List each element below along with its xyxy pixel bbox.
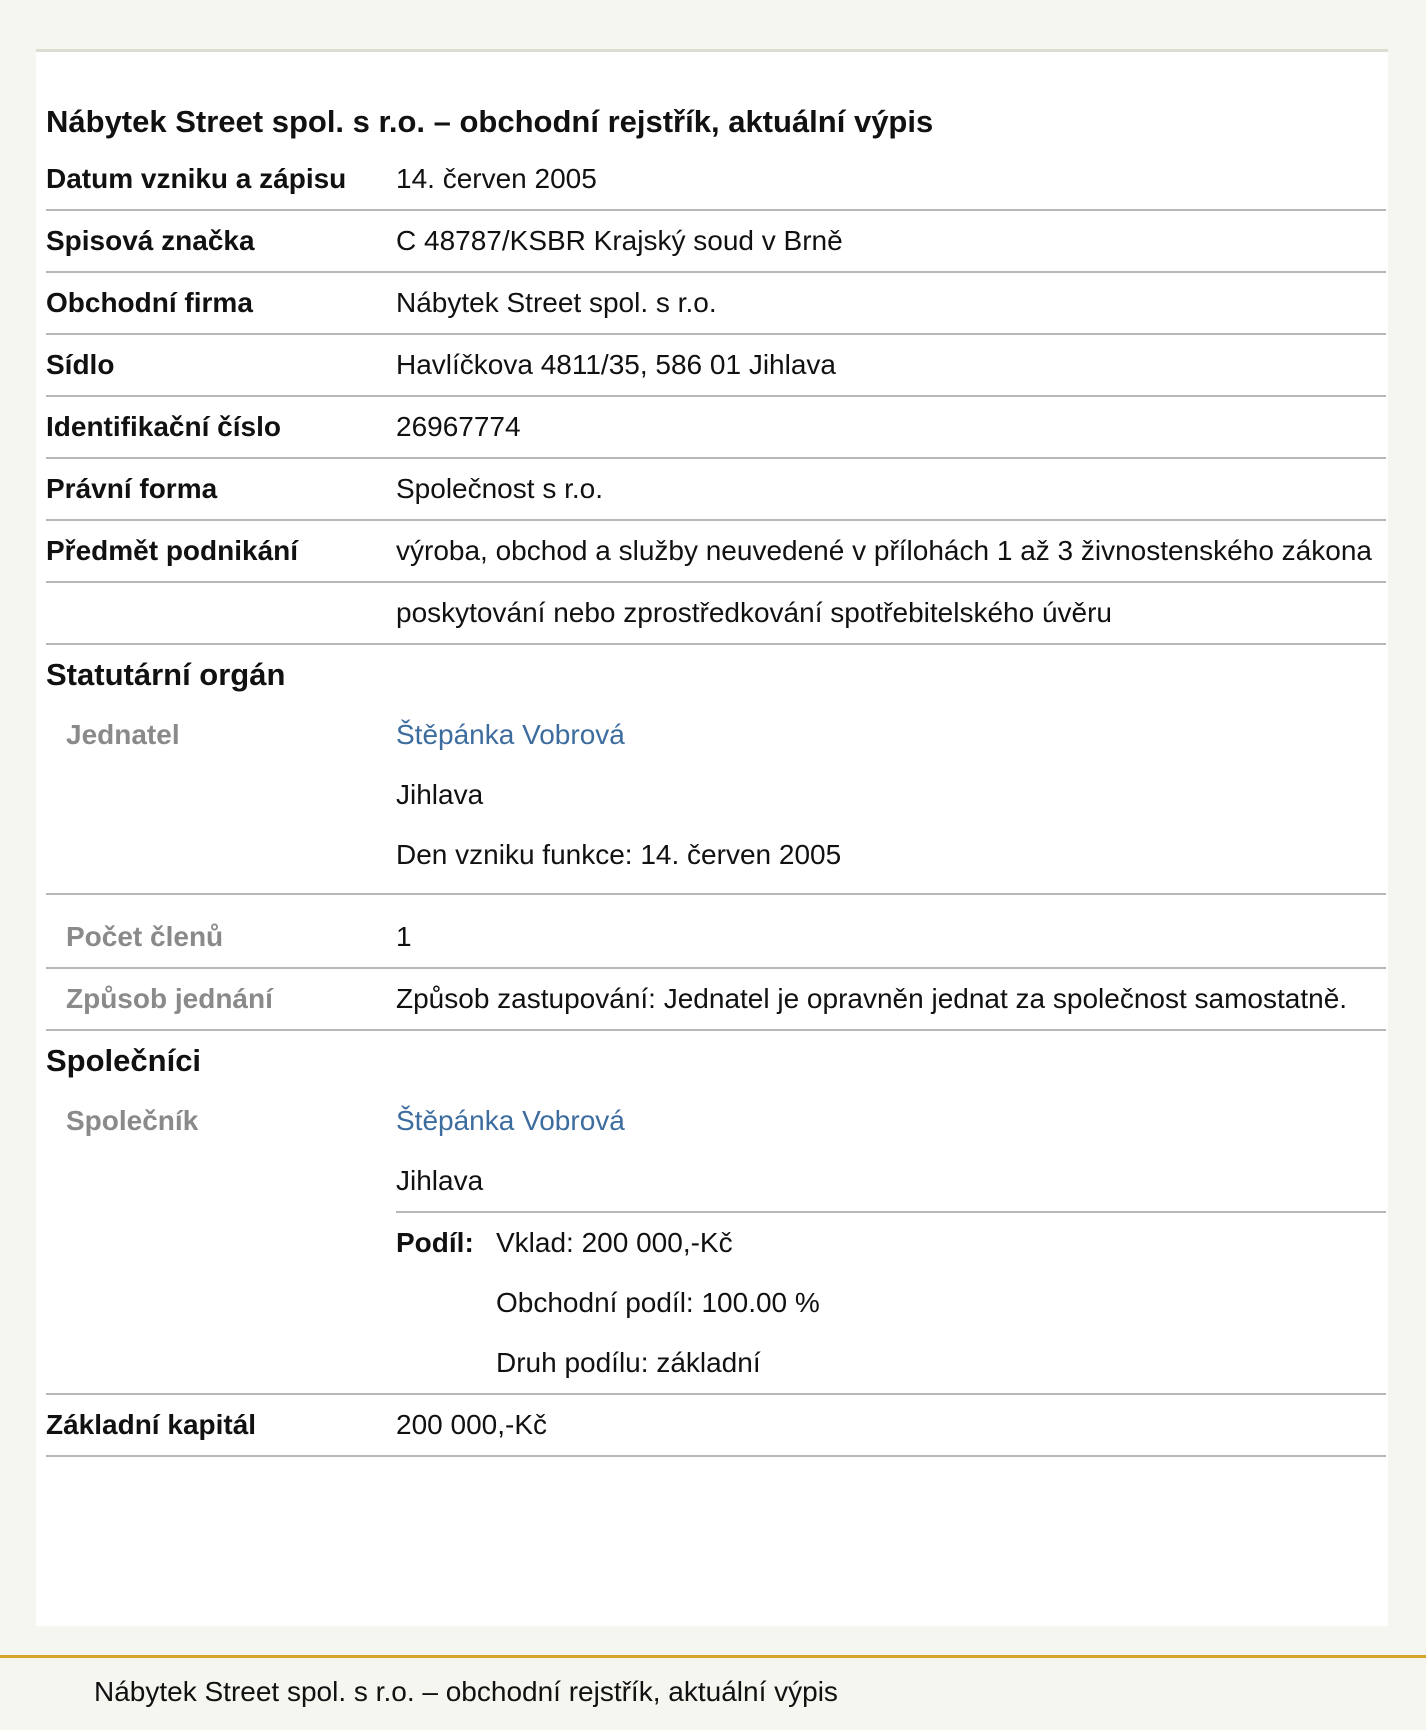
podil-values [496,1212,1386,1393]
row-datum [46,149,1386,210]
label-jednatel: Jednatel [46,705,396,894]
label-forma: Právní forma [46,458,396,520]
row-predmet-2 [46,582,1386,644]
value-spis: C 48787/KSBR Krajský soud v Brně [396,210,1386,272]
value-sidlo: Havlíčkova 4811/35, 586 01 Jihlava [396,334,1386,396]
label-spolecnik: Společník [46,1091,396,1394]
value-kapital: 200 000,-Kč [396,1394,1386,1456]
podil-vklad: Vklad: 200 000,-Kč [496,1227,733,1258]
value-jednatel [396,705,1386,894]
spolecnik-name-link[interactable]: Štěpánka Vobrová [396,1105,625,1136]
jednatel-since: Den vzniku funkce: 14. červen 2005 [396,839,842,870]
label-firma: Obchodní firma [46,272,396,334]
jednatel-city: Jihlava [396,779,484,810]
label-predmet-empty [46,582,396,644]
row-firma [46,272,1386,334]
label-predmet: Předmět podnikání [46,520,396,582]
label-zpusob: Způsob jednání [46,968,396,1030]
section-title-spolecnici: Společníci [46,1043,202,1078]
value-forma: Společnost s r.o. [396,458,1386,520]
value-zpusob: Způsob zastupování: Jednatel je opravněn jednat za společnost samostatně. [396,968,1386,1030]
label-kapital: Základní kapitál [46,1394,396,1456]
register-card [36,49,1388,1626]
value-predmet-2: poskytování nebo zprostředkování spotřebitelského úvěru [396,582,1386,644]
page-title: Nábytek Street spol. s r.o. – obchodní rejstřík, aktuální výpis [46,104,934,139]
podil-table [396,1211,1386,1393]
value-spolecnik [396,1091,1386,1394]
row-ico [46,396,1386,458]
label-pocet: Počet členů [46,894,396,968]
row-zpusob [46,968,1386,1030]
section-statutarni [46,644,1386,705]
label-sidlo: Sídlo [46,334,396,396]
podil-druh: Druh podílu: základní [496,1347,761,1378]
spolecnik-city: Jihlava [396,1165,484,1196]
row-sidlo [46,334,1386,396]
value-predmet-1: výroba, obchod a služby neuvedené v přílohách 1 až 3 živnostenského zákona [396,520,1386,582]
row-predmet-1 [46,520,1386,582]
row-kapital [46,1394,1386,1456]
label-ico: Identifikační číslo [46,396,396,458]
label-datum: Datum vzniku a zápisu [46,149,396,210]
row-spolecnik [46,1091,1386,1394]
row-spis [46,210,1386,272]
section-title-statutarni: Statutární orgán [46,657,286,692]
row-jednatel [46,705,1386,894]
value-ico: 26967774 [396,396,1386,458]
label-spis: Spisová značka [46,210,396,272]
footer-divider [0,1655,1426,1658]
row-forma [46,458,1386,520]
value-firma: Nábytek Street spol. s r.o. [396,272,1386,334]
value-datum: 14. červen 2005 [396,149,1386,210]
section-spolecnici [46,1030,1386,1091]
podil-obchodni: Obchodní podíl: 100.00 % [496,1287,820,1318]
value-pocet: 1 [396,894,1386,968]
register-table [46,149,1386,1457]
podil-label: Podíl: [396,1227,474,1258]
row-pocet [46,894,1386,968]
jednatel-name-link[interactable]: Štěpánka Vobrová [396,719,625,750]
footer-text: Nábytek Street spol. s r.o. – obchodní rejstřík, aktuální výpis [94,1676,838,1707]
